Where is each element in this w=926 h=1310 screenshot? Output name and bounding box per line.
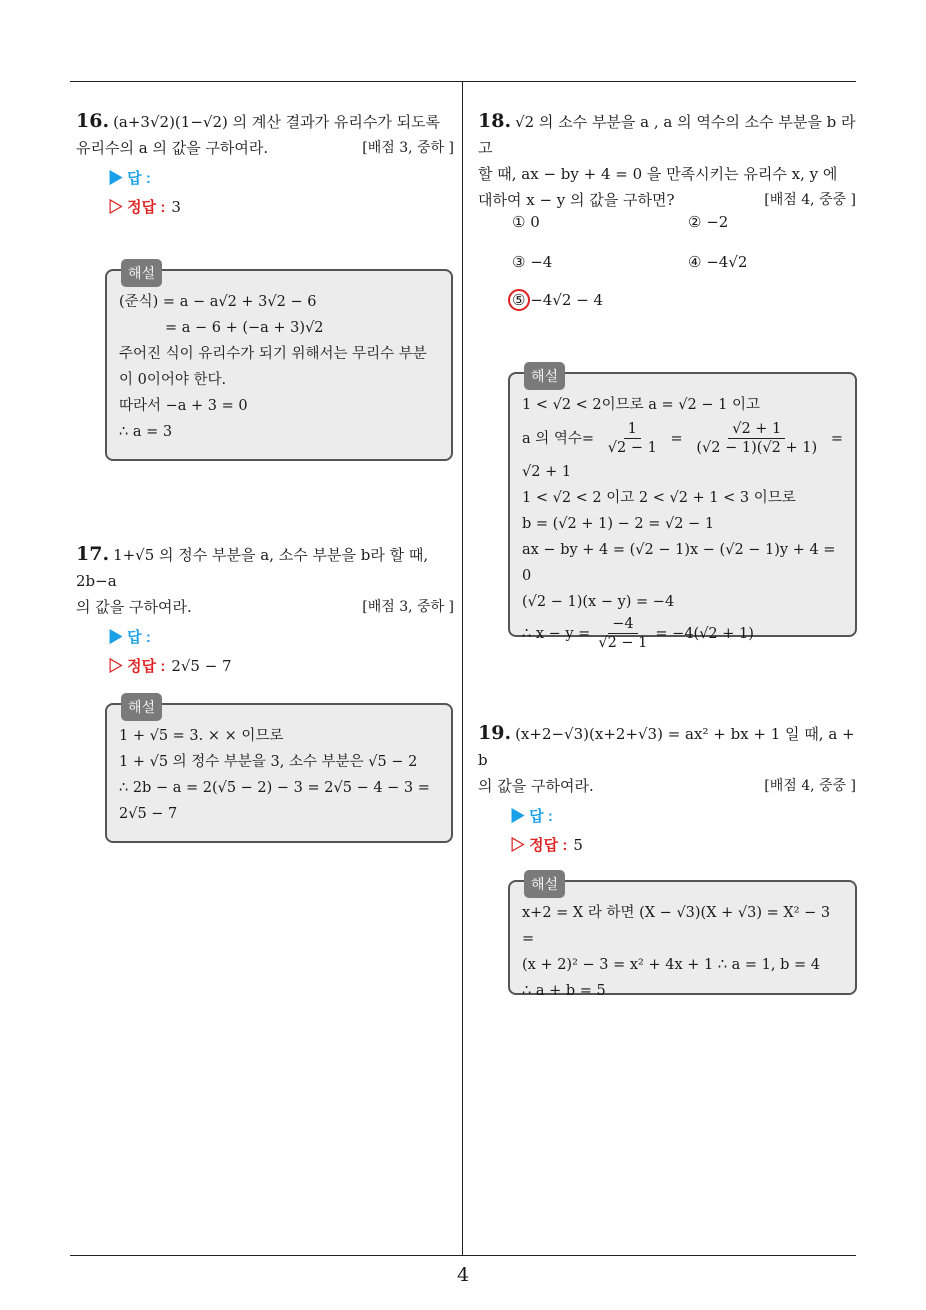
solution-line: (준식) = a − a√2 + 3√2 − 6 bbox=[119, 294, 317, 310]
solution-line: 2√5 − 7 bbox=[119, 806, 178, 822]
solution-box-18 bbox=[508, 368, 857, 651]
solution-line: a 의 역수= $\frac{1}{√2 - 1}$ = $\frac{√2 + 1}{(√2 - 1)(√2 + 1)}$ = bbox=[522, 421, 843, 456]
choice-1[interactable]: ① 0 bbox=[512, 213, 540, 231]
question-text: √2 의 소수 부분을 a , a 의 역수의 소수 부분을 b 라고 bbox=[478, 113, 856, 157]
correct-value: 5 bbox=[573, 836, 583, 854]
question-17 bbox=[76, 541, 454, 681]
solution-line: ∴ 2b − a = 2(√5 − 2) − 3 = 2√5 − 4 − 3 = bbox=[119, 780, 430, 796]
choice-5[interactable]: ⑤ −4√2 − 4 bbox=[512, 291, 603, 309]
choices-18 bbox=[478, 213, 856, 313]
correct-label: ▷ 정답 : bbox=[510, 837, 568, 854]
page-number: 4 bbox=[456, 1264, 470, 1286]
solution-tag: 해설 bbox=[524, 870, 565, 898]
solution-line: x+2 = X 라 하면 (X − √3)(X + √3) = X² − 3 = bbox=[522, 905, 831, 947]
solution-line: ax − by + 4 = (√2 − 1)x − (√2 − 1)y + 4 = 0 bbox=[522, 542, 836, 584]
solution-tag: 해설 bbox=[121, 259, 162, 287]
fraction: $\frac{√2 + 1}{(√2 - 1)(√2 + 1)}$ bbox=[696, 421, 818, 456]
solution-line: ∴ a = 3 bbox=[119, 424, 173, 440]
bottom-rule bbox=[70, 1255, 856, 1256]
correct-value: 2√5 − 7 bbox=[171, 657, 232, 675]
question-text: 의 값을 구하여라. bbox=[76, 598, 192, 616]
solution-box-19 bbox=[508, 876, 857, 999]
question-number: 16. bbox=[76, 110, 110, 132]
solution-line: = a − 6 + (−a + 3)√2 bbox=[165, 320, 324, 336]
question-19 bbox=[478, 720, 856, 860]
choice-4[interactable]: ④ −4√2 bbox=[688, 253, 748, 271]
question-16 bbox=[76, 108, 454, 222]
solution-line: 이 0이어야 한다. bbox=[119, 372, 227, 388]
solution-line: 따라서 −a + 3 = 0 bbox=[119, 398, 248, 414]
question-number: 19. bbox=[478, 722, 512, 744]
answer-block bbox=[510, 803, 856, 860]
score-meta: [배점 3, 중하 ] bbox=[362, 140, 454, 156]
solution-line: √2 + 1 bbox=[522, 464, 572, 480]
solution-line: b = (√2 + 1) − 2 = √2 − 1 bbox=[522, 516, 715, 532]
answer-block bbox=[108, 165, 454, 222]
correct-label: ▷ 정답 : bbox=[108, 199, 166, 216]
solution-line: 1 + √5 의 정수 부분을 3, 소수 부분은 √5 − 2 bbox=[119, 754, 418, 770]
choice-2[interactable]: ② −2 bbox=[688, 213, 729, 231]
question-text: (x+2−√3)(x+2+√3) = ax² + bx + 1 일 때, a + b bbox=[478, 725, 855, 769]
answer-block bbox=[108, 624, 454, 681]
fraction: $\frac{1}{√2 - 1}$ bbox=[607, 421, 657, 456]
score-meta: [배점 4, 중중 ] bbox=[764, 192, 856, 208]
solution-tag: 해설 bbox=[121, 693, 162, 721]
correct-value: 3 bbox=[171, 198, 181, 216]
question-number: 17. bbox=[76, 543, 110, 565]
solution-tag: 해설 bbox=[524, 362, 565, 390]
solution-line: (√2 − 1)(x − y) = −4 bbox=[522, 594, 675, 610]
correct-label: ▷ 정답 : bbox=[108, 658, 166, 675]
question-text: 대하여 x − y 의 값을 구하면? bbox=[478, 191, 675, 209]
top-rule bbox=[70, 81, 856, 82]
solution-box-17 bbox=[105, 699, 453, 843]
solution-line: ∴ a + b = 5 bbox=[522, 983, 606, 999]
solution-box-16 bbox=[105, 265, 453, 461]
question-text: (a+3√2)(1−√2) 의 계산 결과가 유리수가 되도록 bbox=[113, 113, 441, 131]
solution-line: 1 + √5 = 3. × × 이므로 bbox=[119, 728, 284, 744]
solution-line: 1 < √2 < 2이므로 a = √2 − 1 이고 bbox=[522, 397, 760, 413]
answer-label: ▶ 답 : bbox=[108, 170, 151, 187]
question-text: 의 값을 구하여라. bbox=[478, 777, 594, 795]
question-number: 18. bbox=[478, 110, 512, 132]
column-divider bbox=[462, 81, 463, 1255]
fraction: $\frac{-4}{√2 - 1}$ bbox=[598, 616, 648, 651]
choice-3[interactable]: ③ −4 bbox=[512, 253, 553, 271]
solution-line: ∴ x − y = $\frac{-4}{√2 - 1}$ = −4(√2 + 1) bbox=[522, 616, 754, 651]
question-text: 할 때, ax − by + 4 = 0 을 만족시키는 유리수 x, y 에 bbox=[478, 165, 838, 183]
solution-line: (x + 2)² − 3 = x² + 4x + 1 ∴ a = 1, b = 4 bbox=[522, 957, 820, 973]
solution-line: 주어진 식이 유리수가 되기 위해서는 무리수 부분 bbox=[119, 346, 427, 362]
score-meta: [배점 4, 중중 ] bbox=[764, 778, 856, 794]
solution-line: 1 < √2 < 2 이고 2 < √2 + 1 < 3 이므로 bbox=[522, 490, 796, 506]
answer-label: ▶ 답 : bbox=[510, 808, 553, 825]
answer-label: ▶ 답 : bbox=[108, 629, 151, 646]
question-18 bbox=[478, 108, 856, 213]
question-text: 1+√5 의 정수 부분을 a, 소수 부분을 b라 할 때, 2b−a bbox=[76, 546, 429, 590]
correct-answer-circle-icon bbox=[508, 289, 530, 311]
score-meta: [배점 3, 중하 ] bbox=[362, 599, 454, 615]
question-text: 유리수의 a 의 값을 구하여라. bbox=[76, 139, 269, 157]
